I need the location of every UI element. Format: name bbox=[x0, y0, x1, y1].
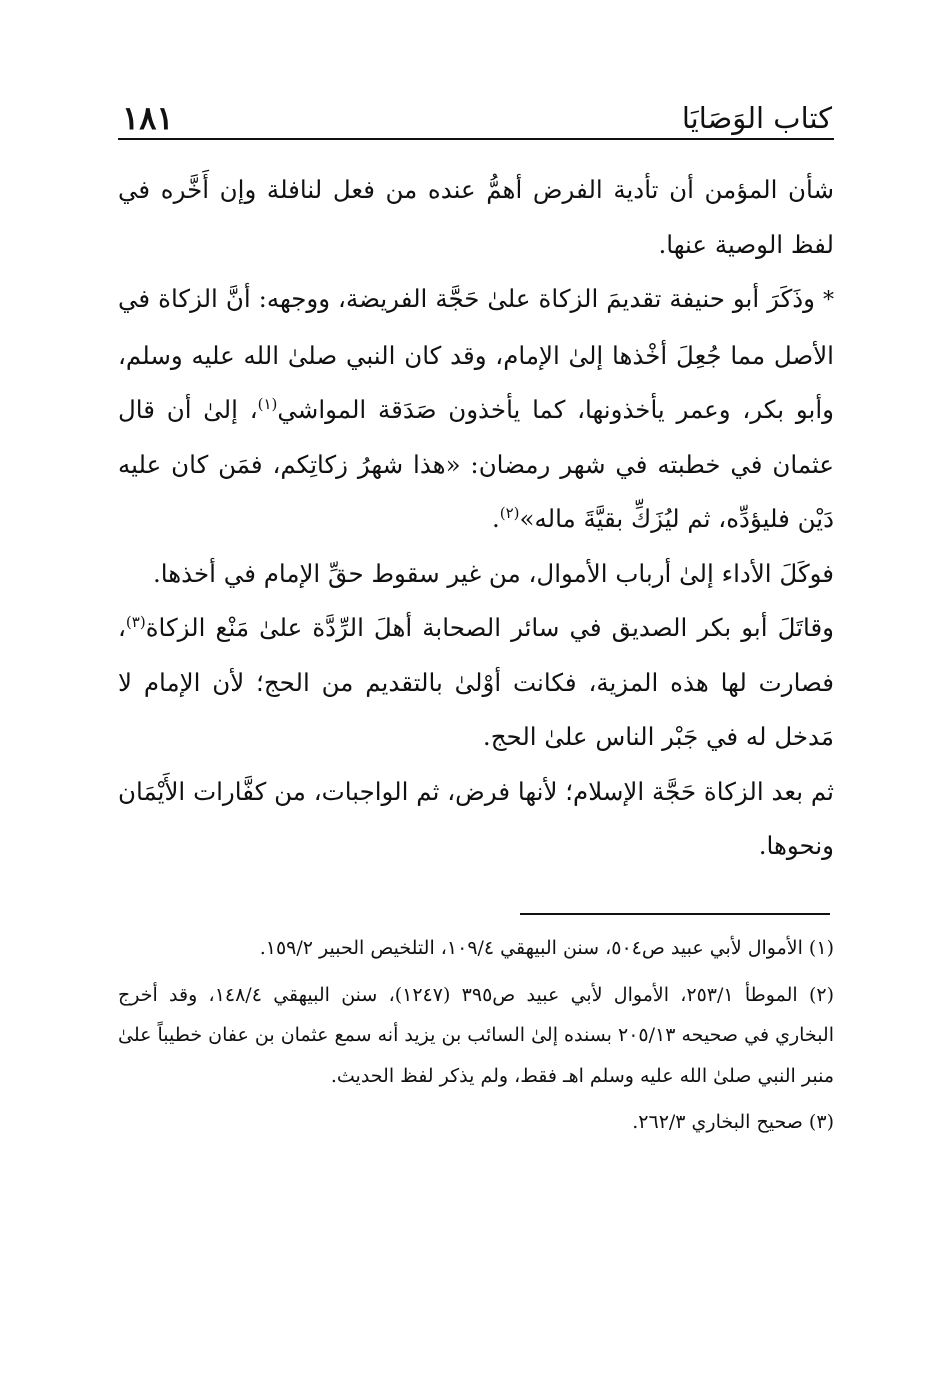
paragraph-text: فوكَلَ الأداء إلىٰ أرباب الأموال، من غير سقوط حقِّ الإمام في أخذها. bbox=[153, 558, 834, 588]
paragraph-text: . bbox=[491, 504, 500, 533]
page-header bbox=[118, 92, 834, 140]
footnotes bbox=[118, 928, 834, 1149]
paragraph-text: ، إلىٰ أن قال عثمان في خطبته في شهر رمضان: «هذا شهرُ زكاتِكم، فمَن كان عليه دَيْن فليؤدِّه، ثم ليُزَكِّ بقيَّةَ ماله» bbox=[118, 395, 834, 533]
paragraph bbox=[118, 163, 834, 272]
paragraph bbox=[118, 547, 834, 602]
paragraph bbox=[118, 601, 834, 765]
star-marker: * bbox=[823, 288, 834, 313]
footnote: (١) الأموال لأبي عبيد ص٥٠٤، سنن البيهقي ١٠٩/٤، التلخيص الحبير ١٥٩/٢. bbox=[259, 937, 834, 959]
footnote-separator bbox=[520, 913, 830, 915]
paragraph-text: ، فصارت لها هذه المزية، فكانت أوْلىٰ بالتقديم من الحج؛ لأن الإمام لا مَدخل له في جَبْر الناس علىٰ الحج. bbox=[118, 613, 834, 751]
footnote: (٣) صحيح البخاري ٢٦٢/٣. bbox=[632, 1111, 834, 1133]
paragraph bbox=[118, 272, 834, 547]
running-title: كتاب الوَصَايَا bbox=[681, 101, 832, 135]
paragraph-text: وذَكَرَ أبو حنيفة تقديمَ الزكاة علىٰ حَجَّة الفريضة، ووجهه: أنَّ الزكاة في الأصل مما جُعِلَ أخْذها إلىٰ الإمام، وقد كان النبي صلىٰ الله عليه وسلم، وأبو بكر، وعمر يأخذونها، كما يأخذون صَدَقة المواشي bbox=[118, 284, 834, 424]
paragraph-text: ثم بعد الزكاة حَجَّة الإسلام؛ لأنها فرض، ثم الواجبات، من كفَّارات الأَيْمَان ونحوها. bbox=[118, 776, 834, 860]
footnote-reference: (٣) bbox=[125, 612, 146, 631]
footnote-reference: (٢) bbox=[499, 503, 520, 522]
paragraph-text: وقاتَلَ أبو بكر الصديق في سائر الصحابة أهلَ الرِّدَّة علىٰ مَنْع الزكاة bbox=[145, 613, 834, 642]
paragraph bbox=[118, 765, 834, 874]
footnote: (٢) الموطأ ٢٥٣/١، الأموال لأبي عبيد ص٣٩٥ (١٢٤٧)، سنن البيهقي ١٤٨/٤، وقد أخرج البخاري في صحيحه ٢٠٥/١٣ بسنده إلىٰ السائب بن يزيد أنه سمع عثمان بن عفان خطيباً علىٰ منبر النبي صلىٰ الله عليه وسلم اهـ فقط، ولم يذكر لفظ الحديث. bbox=[118, 983, 834, 1087]
main-text bbox=[118, 163, 834, 874]
footnote-reference: (١) bbox=[257, 394, 278, 413]
paragraph-text: شأن المؤمن أن تأدية الفرض أهمُّ عنده من فعل لنافلة وإن أَخَّره في لفظ الوصية عنها. bbox=[118, 175, 834, 259]
page-number: ١٨١ bbox=[122, 99, 174, 137]
